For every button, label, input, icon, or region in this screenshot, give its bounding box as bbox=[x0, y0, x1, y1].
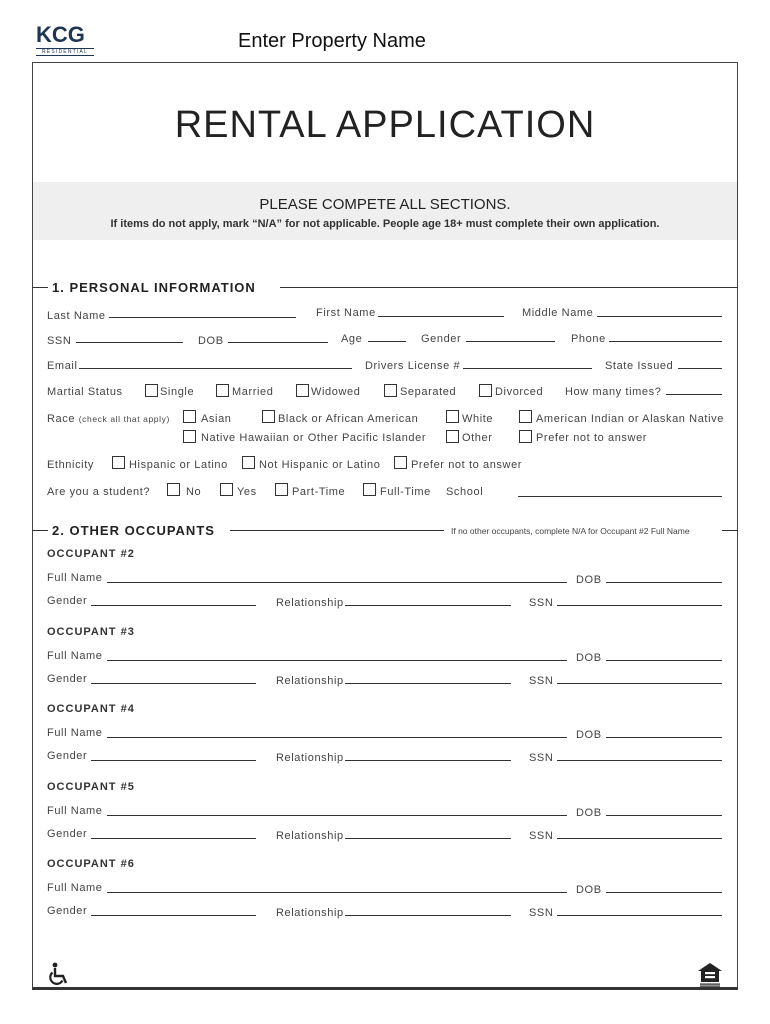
gender-label: Gender bbox=[421, 333, 462, 345]
ethnicity-label: Ethnicity bbox=[47, 459, 94, 471]
occupant-full-name-field[interactable] bbox=[107, 892, 567, 893]
age-label: Age bbox=[341, 333, 363, 345]
occupant-dob-field[interactable] bbox=[606, 660, 722, 661]
how-many-times-field[interactable] bbox=[666, 394, 722, 395]
middle-name-field[interactable] bbox=[597, 316, 722, 317]
divorced-label: Divorced bbox=[495, 386, 544, 398]
white-checkbox[interactable] bbox=[446, 410, 459, 423]
separated-checkbox[interactable] bbox=[384, 384, 397, 397]
occupant-full-name-label: Full Name bbox=[47, 805, 103, 817]
full-time-checkbox[interactable] bbox=[363, 483, 376, 496]
race-prefer-not-label: Prefer not to answer bbox=[536, 432, 648, 444]
occupant-ssn-field[interactable] bbox=[557, 838, 722, 839]
married-checkbox[interactable] bbox=[216, 384, 229, 397]
occupant-gender-label: Gender bbox=[47, 673, 88, 685]
wheelchair-accessibility-icon bbox=[48, 962, 70, 986]
banner-main-text: PLEASE COMPETE ALL SECTIONS. bbox=[259, 196, 511, 213]
occupant-title: OCCUPANT #6 bbox=[47, 858, 135, 870]
kcg-logo bbox=[36, 24, 94, 56]
email-label: Email bbox=[47, 360, 78, 372]
occupant-gender-label: Gender bbox=[47, 595, 88, 607]
american-indian-checkbox[interactable] bbox=[519, 410, 532, 423]
occupant-full-name-field[interactable] bbox=[107, 660, 567, 661]
widowed-label: Widowed bbox=[311, 386, 361, 398]
student-yes-label: Yes bbox=[237, 486, 257, 498]
school-field[interactable] bbox=[518, 496, 722, 497]
occupant-dob-field[interactable] bbox=[606, 892, 722, 893]
student-no-label: No bbox=[186, 486, 202, 498]
last-name-field[interactable] bbox=[109, 317, 296, 318]
ssn-label: SSN bbox=[47, 335, 72, 347]
state-issued-field[interactable] bbox=[678, 368, 722, 369]
full-time-label: Full-Time bbox=[380, 486, 431, 498]
not-hispanic-label: Not Hispanic or Latino bbox=[259, 459, 381, 471]
student-label: Are you a student? bbox=[47, 486, 151, 498]
how-many-times-label: How many times? bbox=[565, 386, 662, 398]
student-no-checkbox[interactable] bbox=[167, 483, 180, 496]
occupant-gender-field[interactable] bbox=[91, 605, 256, 606]
ethnicity-prefer-not-checkbox[interactable] bbox=[394, 456, 407, 469]
asian-label: Asian bbox=[201, 413, 232, 425]
phone-field[interactable] bbox=[609, 341, 722, 342]
not-hispanic-checkbox[interactable] bbox=[242, 456, 255, 469]
single-label: Single bbox=[160, 386, 195, 398]
student-yes-checkbox[interactable] bbox=[220, 483, 233, 496]
occupant-gender-field[interactable] bbox=[91, 838, 256, 839]
gender-field[interactable] bbox=[466, 341, 555, 342]
occupant-title: OCCUPANT #2 bbox=[47, 548, 135, 560]
race-prefer-not-checkbox[interactable] bbox=[519, 430, 532, 443]
email-field[interactable] bbox=[79, 368, 352, 369]
section-occupants-heading: 2. OTHER OCCUPANTS bbox=[52, 523, 215, 538]
occupant-ssn-label: SSN bbox=[529, 675, 554, 687]
occupant-full-name-field[interactable] bbox=[107, 582, 567, 583]
race-note: (check all that apply) bbox=[78, 414, 170, 424]
occupant-full-name-field[interactable] bbox=[107, 737, 567, 738]
occupant-dob-label: DOB bbox=[576, 652, 602, 664]
drivers-license-label: Drivers License # bbox=[365, 360, 461, 372]
section-personal-heading: 1. PERSONAL INFORMATION bbox=[52, 280, 256, 295]
ssn-field[interactable] bbox=[76, 342, 183, 343]
american-indian-label: American Indian or Alaskan Native bbox=[536, 413, 724, 425]
state-issued-label: State Issued bbox=[605, 360, 674, 372]
hispanic-checkbox[interactable] bbox=[112, 456, 125, 469]
section-rule bbox=[230, 530, 444, 531]
single-checkbox[interactable] bbox=[145, 384, 158, 397]
drivers-license-field[interactable] bbox=[463, 368, 592, 369]
occupant-dob-field[interactable] bbox=[606, 582, 722, 583]
occupant-title: OCCUPANT #5 bbox=[47, 781, 135, 793]
logo-text: KCG bbox=[36, 22, 85, 47]
occupant-gender-label: Gender bbox=[47, 750, 88, 762]
occupant-dob-label: DOB bbox=[576, 729, 602, 741]
occupant-relationship-field[interactable] bbox=[345, 838, 511, 839]
occupant-relationship-field[interactable] bbox=[345, 760, 511, 761]
occupant-relationship-label: Relationship bbox=[276, 675, 344, 687]
ethnicity-prefer-not-label: Prefer not to answer bbox=[411, 459, 523, 471]
occupant-dob-label: DOB bbox=[576, 807, 602, 819]
occupant-gender-label: Gender bbox=[47, 905, 88, 917]
native-hawaiian-checkbox[interactable] bbox=[183, 430, 196, 443]
other-race-checkbox[interactable] bbox=[446, 430, 459, 443]
occupant-full-name-label: Full Name bbox=[47, 572, 103, 584]
page-title: RENTAL APPLICATION bbox=[174, 104, 596, 146]
occupant-ssn-label: SSN bbox=[529, 597, 554, 609]
last-name-label: Last Name bbox=[47, 310, 106, 322]
occupant-gender-field[interactable] bbox=[91, 915, 256, 916]
occupant-ssn-field[interactable] bbox=[557, 605, 722, 606]
occupant-dob-field[interactable] bbox=[606, 737, 722, 738]
occupant-relationship-label: Relationship bbox=[276, 830, 344, 842]
occupant-title: OCCUPANT #3 bbox=[47, 626, 135, 638]
section-rule bbox=[280, 287, 738, 288]
occupant-relationship-field[interactable] bbox=[345, 683, 511, 684]
banner-sub-text: If items do not apply, mark “N/A” for not applicable. People age 18+ must complete their own application. bbox=[110, 218, 660, 230]
phone-label: Phone bbox=[571, 333, 606, 345]
native-hawaiian-label: Native Hawaiian or Other Pacific Islander bbox=[201, 432, 427, 444]
white-label: White bbox=[462, 413, 494, 425]
property-name-field[interactable]: Enter Property Name bbox=[238, 30, 426, 52]
occupant-gender-label: Gender bbox=[47, 828, 88, 840]
married-label: Married bbox=[232, 386, 274, 398]
separated-label: Separated bbox=[400, 386, 457, 398]
widowed-checkbox[interactable] bbox=[296, 384, 309, 397]
occupant-relationship-field[interactable] bbox=[345, 605, 511, 606]
occupant-ssn-field[interactable] bbox=[557, 760, 722, 761]
occupant-full-name-label: Full Name bbox=[47, 727, 103, 739]
occupant-relationship-label: Relationship bbox=[276, 597, 344, 609]
asian-checkbox[interactable] bbox=[183, 410, 196, 423]
race-label: Race (check all that apply) bbox=[47, 413, 170, 425]
occupant-ssn-field[interactable] bbox=[557, 915, 722, 916]
age-field[interactable] bbox=[368, 341, 406, 342]
part-time-label: Part-Time bbox=[292, 486, 346, 498]
occupant-relationship-field[interactable] bbox=[345, 915, 511, 916]
occupant-full-name-label: Full Name bbox=[47, 650, 103, 662]
occupant-ssn-field[interactable] bbox=[557, 683, 722, 684]
hispanic-label: Hispanic or Latino bbox=[129, 459, 228, 471]
occupant-dob-label: DOB bbox=[576, 574, 602, 586]
section-rule bbox=[722, 530, 738, 531]
occupant-relationship-label: Relationship bbox=[276, 752, 344, 764]
occupant-relationship-label: Relationship bbox=[276, 907, 344, 919]
marital-status-label: Martial Status bbox=[47, 386, 123, 398]
school-label: School bbox=[446, 486, 484, 498]
first-name-field[interactable] bbox=[378, 316, 504, 317]
section-rule bbox=[32, 530, 48, 531]
occupant-gender-field[interactable] bbox=[91, 683, 256, 684]
occupant-dob-field[interactable] bbox=[606, 815, 722, 816]
other-race-label: Other bbox=[462, 432, 493, 444]
middle-name-label: Middle Name bbox=[522, 307, 594, 319]
occupant-ssn-label: SSN bbox=[529, 907, 554, 919]
divorced-checkbox[interactable] bbox=[479, 384, 492, 397]
dob-label: DOB bbox=[198, 335, 224, 347]
first-name-label: First Name bbox=[316, 307, 376, 319]
occupant-dob-label: DOB bbox=[576, 884, 602, 896]
occupant-ssn-label: SSN bbox=[529, 752, 554, 764]
black-checkbox[interactable] bbox=[262, 410, 275, 423]
dob-field[interactable] bbox=[228, 342, 328, 343]
occupant-full-name-label: Full Name bbox=[47, 882, 103, 894]
occupant-ssn-label: SSN bbox=[529, 830, 554, 842]
logo-subtext: RESIDENTIAL bbox=[36, 48, 94, 56]
equal-housing-opportunity-icon bbox=[697, 962, 723, 988]
part-time-checkbox[interactable] bbox=[275, 483, 288, 496]
occupant-title: OCCUPANT #4 bbox=[47, 703, 135, 715]
black-label: Black or African American bbox=[278, 413, 419, 425]
occupants-note: If no other occupants, complete N/A for Occupant #2 Full Name bbox=[451, 526, 690, 536]
occupant-full-name-field[interactable] bbox=[107, 815, 567, 816]
occupant-gender-field[interactable] bbox=[91, 760, 256, 761]
section-rule bbox=[32, 287, 48, 288]
